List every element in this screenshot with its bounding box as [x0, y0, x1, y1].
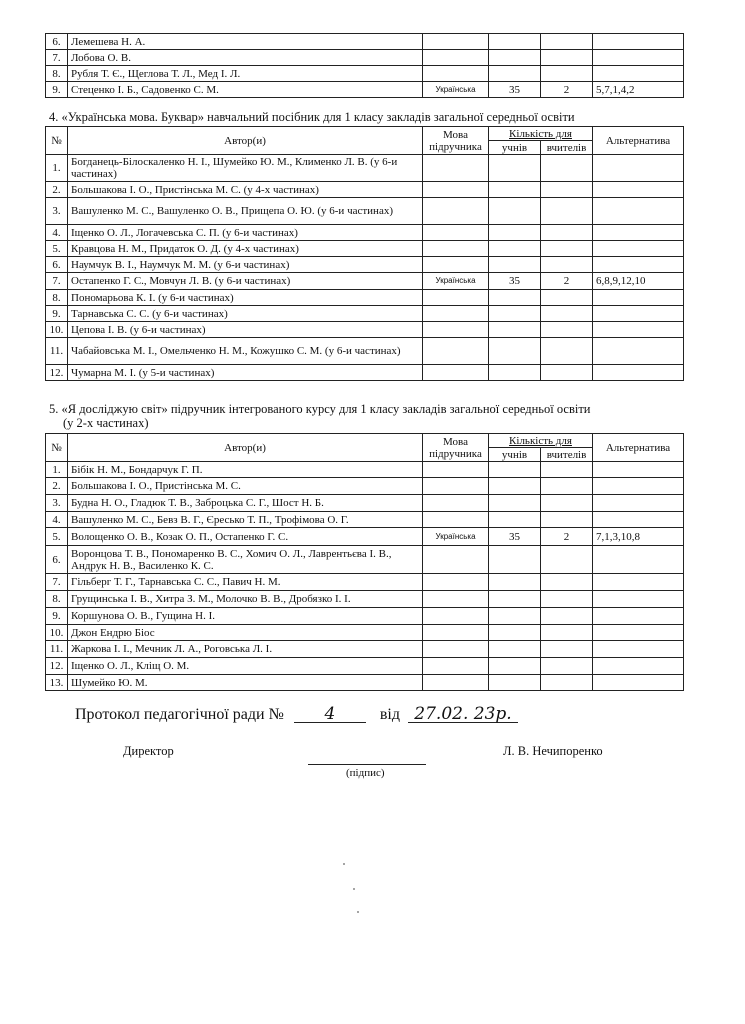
author-cell: Большакова І. О., Пристінська М. С. (у 4-х частинах) [68, 182, 423, 198]
pupils-count-cell [489, 155, 541, 182]
col-pupils-header: учнів [489, 141, 541, 155]
table-row [46, 675, 684, 691]
teachers-count-cell: 2 [541, 528, 593, 546]
pupils-count-cell [489, 66, 541, 82]
section4-heading: 4. «Українська мова. Буквар» навчальний посібник для 1 класу закладів загальної середньої освіти [49, 110, 575, 124]
author-cell: Лемешева Н. А. [68, 34, 423, 50]
pupils-count-cell [489, 182, 541, 198]
alternative-cell [593, 198, 684, 225]
row-number: 2. [46, 478, 68, 495]
language-cell [423, 198, 489, 225]
language-cell [423, 608, 489, 625]
scan-speck [353, 888, 355, 890]
row-number: 9. [46, 82, 68, 98]
language-cell [423, 546, 489, 574]
alternative-cell [593, 306, 684, 322]
col-lang-header: Мова підручника [423, 127, 489, 155]
row-number: 4. [46, 225, 68, 241]
table-row [46, 257, 684, 273]
teachers-count-cell [541, 241, 593, 257]
alternative-cell: 6,8,9,12,10 [593, 273, 684, 290]
alternative-cell [593, 462, 684, 478]
teachers-count-cell [541, 306, 593, 322]
col-num-header: № [46, 127, 68, 155]
table-row [46, 512, 684, 528]
row-number: 13. [46, 675, 68, 691]
table-row [46, 625, 684, 641]
pupils-count-cell [489, 512, 541, 528]
col-lang-header: Мова підручника [423, 434, 489, 462]
row-number: 10. [46, 625, 68, 641]
table-row [46, 66, 684, 82]
pupils-count-cell [489, 591, 541, 608]
alternative-cell [593, 34, 684, 50]
row-number: 8. [46, 66, 68, 82]
pupils-count-cell [489, 198, 541, 225]
row-number: 4. [46, 512, 68, 528]
protocol-from: від [379, 706, 400, 723]
teachers-count-cell [541, 290, 593, 306]
author-cell: Наумчук В. І., Наумчук М. М. (у 6-и частинах) [68, 257, 423, 273]
col-count-header: Кількість для [489, 434, 593, 448]
alternative-cell [593, 675, 684, 691]
language-cell [423, 495, 489, 512]
teachers-count-cell [541, 546, 593, 574]
row-number: 1. [46, 462, 68, 478]
col-pupils-header: учнів [489, 448, 541, 462]
section5-table [45, 433, 684, 691]
alternative-cell [593, 225, 684, 241]
pupils-count-cell: 35 [489, 528, 541, 546]
teachers-count-cell [541, 512, 593, 528]
author-cell: Кравцова Н. М., Придаток О. Д. (у 4-х частинах) [68, 241, 423, 257]
author-cell: Будна Н. О., Гладюк Т. В., Заброцька С. Г., Шост Н. Б. [68, 495, 423, 512]
table-row [46, 198, 684, 225]
row-number: 5. [46, 528, 68, 546]
signature-caption: (підпис) [346, 767, 385, 779]
author-cell: Тарнавська С. С. (у 6-и частинах) [68, 306, 423, 322]
author-cell: Рубля Т. Є., Щеглова Т. Л., Мед І. Л. [68, 66, 423, 82]
teachers-count-cell [541, 478, 593, 495]
alternative-cell [593, 608, 684, 625]
author-cell: Богданець-Білоскаленко Н. І., Шумейко Ю. М., Клименко Л. В. (у 6-и частинах) [68, 155, 423, 182]
teachers-count-cell [541, 225, 593, 241]
author-cell: Жаркова І. І., Мечник Л. А., Роговська Л. І. [68, 641, 423, 658]
table-row [46, 546, 684, 574]
pupils-count-cell [489, 290, 541, 306]
protocol-line [75, 706, 518, 724]
teachers-count-cell [541, 365, 593, 381]
row-number: 7. [46, 50, 68, 66]
row-number: 9. [46, 608, 68, 625]
table-row [46, 528, 684, 546]
teachers-count-cell [541, 257, 593, 273]
language-cell [423, 478, 489, 495]
alternative-cell [593, 478, 684, 495]
pupils-count-cell [489, 625, 541, 641]
teachers-count-cell [541, 591, 593, 608]
alternative-cell [593, 241, 684, 257]
language-cell [423, 225, 489, 241]
alternative-cell [593, 290, 684, 306]
author-cell: Іщенко О. Л., Кліщ О. М. [68, 658, 423, 675]
pupils-count-cell [489, 675, 541, 691]
row-number: 12. [46, 365, 68, 381]
author-cell: Волощенко О. В., Козак О. П., Остапенко Г. С. [68, 528, 423, 546]
table-row [46, 306, 684, 322]
teachers-count-cell [541, 625, 593, 641]
author-cell: Гільберг Т. Г., Тарнавська С. С., Павич Н. М. [68, 574, 423, 591]
section5-heading: 5. «Я досліджую світ» підручник інтегрованого курсу для 1 класу закладів загальної середньої освіти (у 2-х частинах) [49, 402, 591, 430]
language-cell [423, 365, 489, 381]
row-number: 3. [46, 495, 68, 512]
teachers-count-cell [541, 675, 593, 691]
protocol-label: Протокол педагогічної ради № [75, 706, 284, 723]
author-cell: Коршунова О. В., Гущина Н. І. [68, 608, 423, 625]
table-row [46, 591, 684, 608]
pupils-count-cell [489, 658, 541, 675]
pupils-count-cell [489, 34, 541, 50]
language-cell: Українська [423, 82, 489, 98]
alternative-cell [593, 365, 684, 381]
col-alt-header: Альтернатива [593, 434, 684, 462]
language-cell [423, 574, 489, 591]
language-cell [423, 241, 489, 257]
language-cell [423, 625, 489, 641]
table-row [46, 273, 684, 290]
alternative-cell [593, 574, 684, 591]
pupils-count-cell [489, 546, 541, 574]
table-row [46, 82, 684, 98]
table-row [46, 608, 684, 625]
alternative-cell [593, 155, 684, 182]
alternative-cell [593, 322, 684, 338]
row-number: 10. [46, 322, 68, 338]
teachers-count-cell [541, 462, 593, 478]
language-cell [423, 34, 489, 50]
table-row [46, 225, 684, 241]
table-row [46, 322, 684, 338]
table-row [46, 50, 684, 66]
author-cell: Лобова О. В. [68, 50, 423, 66]
row-number: 9. [46, 306, 68, 322]
author-cell: Пономарьова К. І. (у 6-и частинах) [68, 290, 423, 306]
table-row [46, 495, 684, 512]
language-cell [423, 66, 489, 82]
teachers-count-cell [541, 155, 593, 182]
pupils-count-cell [489, 257, 541, 273]
director-label: Директор [123, 744, 174, 758]
col-num-header: № [46, 434, 68, 462]
author-cell: Воронцова Т. В., Пономаренко В. С., Хомич О. Л., Лаврентьєва І. В., Андрук Н. В., Василенко К. С. [68, 546, 423, 574]
col-alt-header: Альтернатива [593, 127, 684, 155]
language-cell [423, 591, 489, 608]
table-row [46, 641, 684, 658]
teachers-count-cell [541, 641, 593, 658]
row-number: 7. [46, 574, 68, 591]
row-number: 6. [46, 546, 68, 574]
author-cell: Іщенко О. Л., Логачевська С. П. (у 6-и частинах) [68, 225, 423, 241]
author-cell: Стеценко І. Б., Садовенко С. М. [68, 82, 423, 98]
col-author-header: Автор(и) [68, 127, 423, 155]
language-cell [423, 675, 489, 691]
pupils-count-cell [489, 608, 541, 625]
language-cell [423, 182, 489, 198]
language-cell [423, 338, 489, 365]
teachers-count-cell [541, 608, 593, 625]
author-cell: Чумарна М. І. (у 5-и частинах) [68, 365, 423, 381]
teachers-count-cell [541, 574, 593, 591]
pupils-count-cell [489, 225, 541, 241]
teachers-count-cell [541, 658, 593, 675]
row-number: 12. [46, 658, 68, 675]
author-cell: Джон Ендрю Біос [68, 625, 423, 641]
row-number: 2. [46, 182, 68, 198]
pupils-count-cell [489, 50, 541, 66]
row-number: 1. [46, 155, 68, 182]
language-cell [423, 290, 489, 306]
author-cell: Шумейко Ю. М. [68, 675, 423, 691]
teachers-count-cell [541, 322, 593, 338]
director-name: Л. В. Нечипоренко [503, 744, 603, 758]
col-teachers-header: вчителів [541, 448, 593, 462]
teachers-count-cell [541, 182, 593, 198]
table-row [46, 574, 684, 591]
teachers-count-cell [541, 495, 593, 512]
language-cell [423, 306, 489, 322]
row-number: 6. [46, 257, 68, 273]
alternative-cell [593, 658, 684, 675]
language-cell [423, 641, 489, 658]
table-row [46, 34, 684, 50]
protocol-number: 4 [294, 706, 366, 723]
language-cell [423, 462, 489, 478]
table-row [46, 290, 684, 306]
row-number: 11. [46, 641, 68, 658]
table-row [46, 155, 684, 182]
row-number: 11. [46, 338, 68, 365]
section4-table [45, 126, 684, 381]
alternative-cell [593, 512, 684, 528]
table-row [46, 658, 684, 675]
table-row [46, 365, 684, 381]
table-row [46, 478, 684, 495]
teachers-count-cell [541, 66, 593, 82]
language-cell [423, 50, 489, 66]
row-number: 3. [46, 198, 68, 225]
author-cell: Вашуленко М. С., Бевз В. Г., Єресько Т. П., Трофімова О. Г. [68, 512, 423, 528]
scan-speck [343, 863, 345, 865]
pupils-count-cell [489, 306, 541, 322]
pupils-count-cell [489, 241, 541, 257]
teachers-count-cell [541, 338, 593, 365]
author-cell: Бібік Н. М., Бондарчук Г. П. [68, 462, 423, 478]
teachers-count-cell [541, 198, 593, 225]
row-number: 6. [46, 34, 68, 50]
table-row [46, 462, 684, 478]
pupils-count-cell: 35 [489, 82, 541, 98]
row-number: 8. [46, 290, 68, 306]
pupils-count-cell [489, 641, 541, 658]
alternative-cell [593, 625, 684, 641]
pupils-count-cell: 35 [489, 273, 541, 290]
author-cell: Чабайовська М. І., Омельченко Н. М., Кожушко С. М. (у 6-и частинах) [68, 338, 423, 365]
teachers-count-cell [541, 50, 593, 66]
pupils-count-cell [489, 478, 541, 495]
language-cell [423, 257, 489, 273]
row-number: 8. [46, 591, 68, 608]
scan-speck [357, 911, 359, 913]
alternative-cell [593, 257, 684, 273]
pupils-count-cell [489, 462, 541, 478]
protocol-date: 27.02. 23р. [408, 706, 518, 723]
alternative-cell [593, 66, 684, 82]
author-cell: Остапенко Г. С., Мовчун Л. В. (у 6-и частинах) [68, 273, 423, 290]
col-teachers-header: вчителів [541, 141, 593, 155]
pupils-count-cell [489, 495, 541, 512]
signature-line [308, 764, 426, 765]
language-cell [423, 658, 489, 675]
language-cell [423, 322, 489, 338]
alternative-cell [593, 338, 684, 365]
teachers-count-cell: 2 [541, 273, 593, 290]
table-row [46, 241, 684, 257]
author-cell: Грущинська І. В., Хитра З. М., Молочко В. В., Дробязко І. І. [68, 591, 423, 608]
teachers-count-cell: 2 [541, 82, 593, 98]
table-row [46, 182, 684, 198]
author-cell: Цепова І. В. (у 6-и частинах) [68, 322, 423, 338]
language-cell: Українська [423, 528, 489, 546]
table-row [46, 338, 684, 365]
teachers-count-cell [541, 34, 593, 50]
row-number: 7. [46, 273, 68, 290]
pupils-count-cell [489, 365, 541, 381]
alternative-cell: 7,1,3,10,8 [593, 528, 684, 546]
alternative-cell [593, 591, 684, 608]
alternative-cell [593, 182, 684, 198]
author-cell: Вашуленко М. С., Вашуленко О. В., Прищепа О. Ю. (у 6-и частинах) [68, 198, 423, 225]
alternative-cell [593, 641, 684, 658]
alternative-cell: 5,7,1,4,2 [593, 82, 684, 98]
col-author-header: Автор(и) [68, 434, 423, 462]
alternative-cell [593, 495, 684, 512]
pupils-count-cell [489, 574, 541, 591]
pupils-count-cell [489, 338, 541, 365]
row-number: 5. [46, 241, 68, 257]
language-cell: Українська [423, 273, 489, 290]
language-cell [423, 155, 489, 182]
language-cell [423, 512, 489, 528]
top-table [45, 33, 684, 98]
col-count-header: Кількість для [489, 127, 593, 141]
pupils-count-cell [489, 322, 541, 338]
alternative-cell [593, 546, 684, 574]
alternative-cell [593, 50, 684, 66]
author-cell: Большакова І. О., Пристінська М. С. [68, 478, 423, 495]
